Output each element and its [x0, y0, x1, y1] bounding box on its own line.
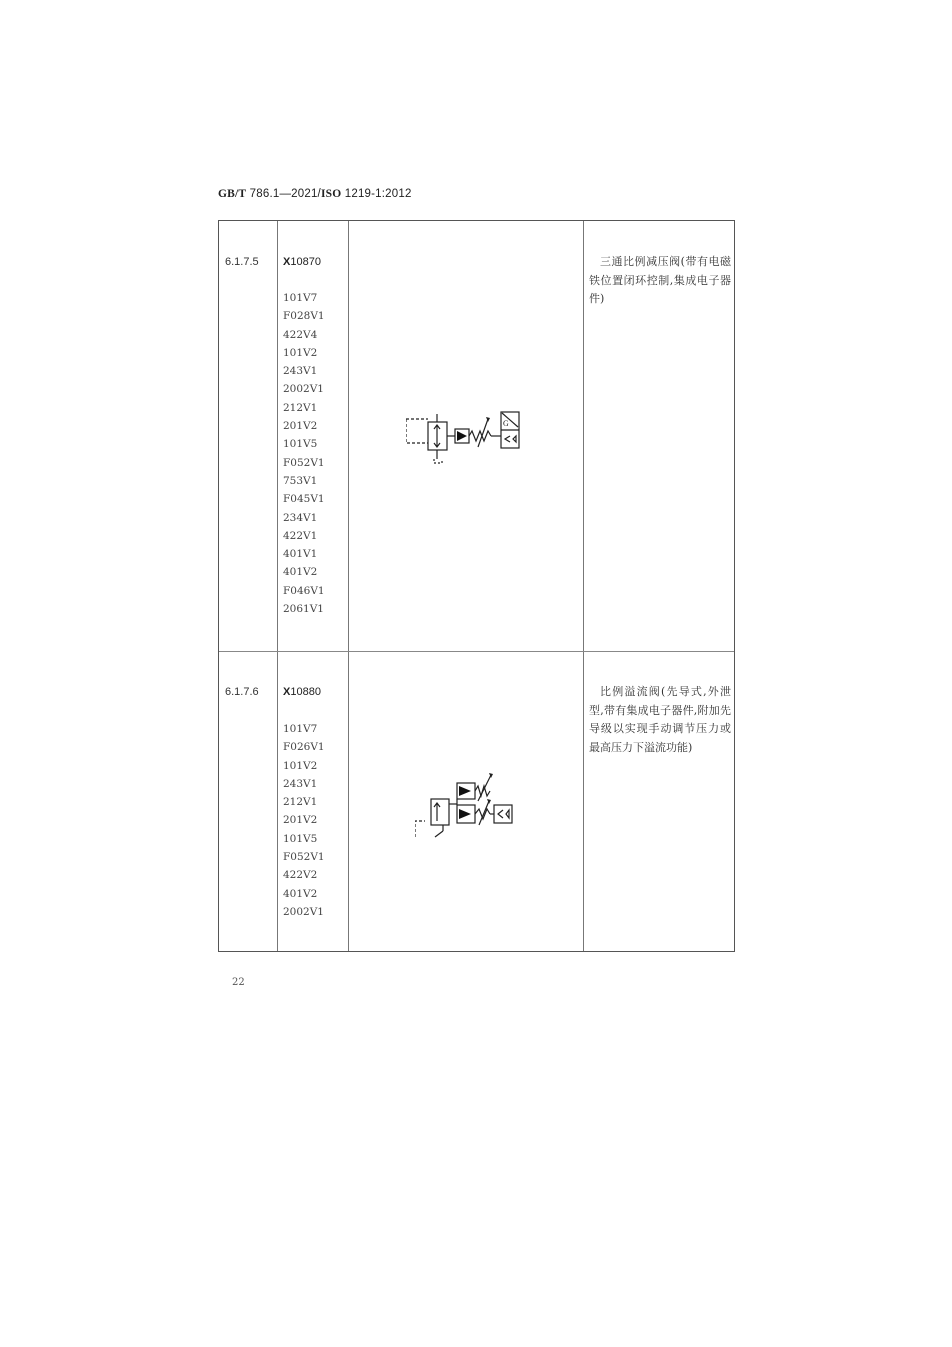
symbol-code-prefix: X	[283, 686, 291, 698]
amplifier-icon	[513, 436, 516, 442]
symbol-code	[283, 686, 321, 698]
row-number: 6.1.7.5	[225, 256, 259, 268]
list-item: F052V1	[283, 456, 325, 469]
symbol-description: 三通比例减压阀(带有电磁铁位置闭环控制,集成电子器件)	[589, 255, 731, 305]
list-item: 401V1	[283, 548, 318, 561]
amplifier-icon	[505, 436, 510, 442]
relief-valve-symbol	[415, 769, 519, 841]
column-divider	[583, 221, 584, 951]
amplifier-icon	[498, 810, 503, 818]
row-number: 6.1.7.6	[225, 686, 259, 698]
standard-number: 786.1—2021/	[246, 188, 321, 200]
symbol-description: 比例溢流阀(先导式,外泄型,带有集成电子器件,附加先导级以实现手动调节压力或最高压力下溢流功能)	[589, 685, 731, 754]
symbol-code-number: 10880	[290, 686, 321, 698]
symbol-label: G	[503, 419, 509, 428]
pressure-reducing-valve-symbol	[406, 407, 526, 467]
symbol-table	[218, 220, 735, 952]
solenoid-icon	[459, 809, 471, 819]
list-item: 212V1	[283, 796, 318, 809]
list-item: 101V5	[283, 832, 318, 845]
row-divider	[219, 651, 734, 652]
solenoid-icon	[457, 431, 467, 441]
amplifier-icon	[506, 810, 509, 818]
drain-line	[415, 821, 425, 837]
list-item: 101V7	[283, 292, 318, 304]
list-item: 243V1	[283, 777, 318, 790]
pilot-line	[406, 419, 428, 443]
list-item: 243V1	[283, 365, 318, 378]
list-item: 2002V1	[283, 905, 324, 918]
iso-prefix: ISO	[320, 188, 342, 200]
column-divider	[277, 221, 278, 951]
list-item: 401V2	[283, 887, 318, 900]
list-item: 401V2	[283, 566, 318, 579]
list-item: F052V1	[283, 851, 325, 864]
reference-list	[283, 289, 325, 618]
list-item: F026V1	[283, 741, 325, 754]
list-item: F028V1	[283, 310, 325, 323]
standard-prefix: GB/T	[218, 188, 247, 200]
adjust-arrow	[478, 775, 491, 801]
list-item: 101V2	[283, 759, 318, 772]
reference-list	[283, 720, 325, 921]
list-item: 234V1	[283, 511, 318, 524]
list-item: 422V1	[283, 529, 318, 542]
list-item: 201V2	[283, 814, 318, 827]
spring-icon	[469, 431, 491, 441]
page-number: 22	[232, 977, 245, 988]
list-item: 753V1	[283, 474, 318, 487]
list-item: 101V7	[283, 723, 318, 735]
symbol-code-number: 10870	[290, 256, 321, 268]
drain-slash	[435, 831, 443, 837]
solenoid-icon	[459, 786, 471, 796]
symbol-code	[283, 256, 321, 268]
column-divider	[348, 221, 349, 951]
list-item: 101V2	[283, 346, 318, 359]
list-item: 212V1	[283, 401, 318, 414]
iso-number: 1219-1:2012	[341, 188, 412, 200]
valve-box	[431, 799, 449, 825]
list-item: 101V5	[283, 438, 318, 451]
list-item: 201V2	[283, 420, 318, 433]
list-item: F045V1	[283, 493, 325, 506]
list-item: 2002V1	[283, 383, 324, 396]
symbol-code-prefix: X	[283, 256, 291, 268]
list-item: 422V4	[283, 328, 318, 341]
page-header	[218, 188, 412, 200]
drain-line	[434, 459, 442, 463]
list-item: 2061V1	[283, 603, 324, 616]
list-item: 422V2	[283, 869, 318, 882]
list-item: F046V1	[283, 584, 325, 597]
